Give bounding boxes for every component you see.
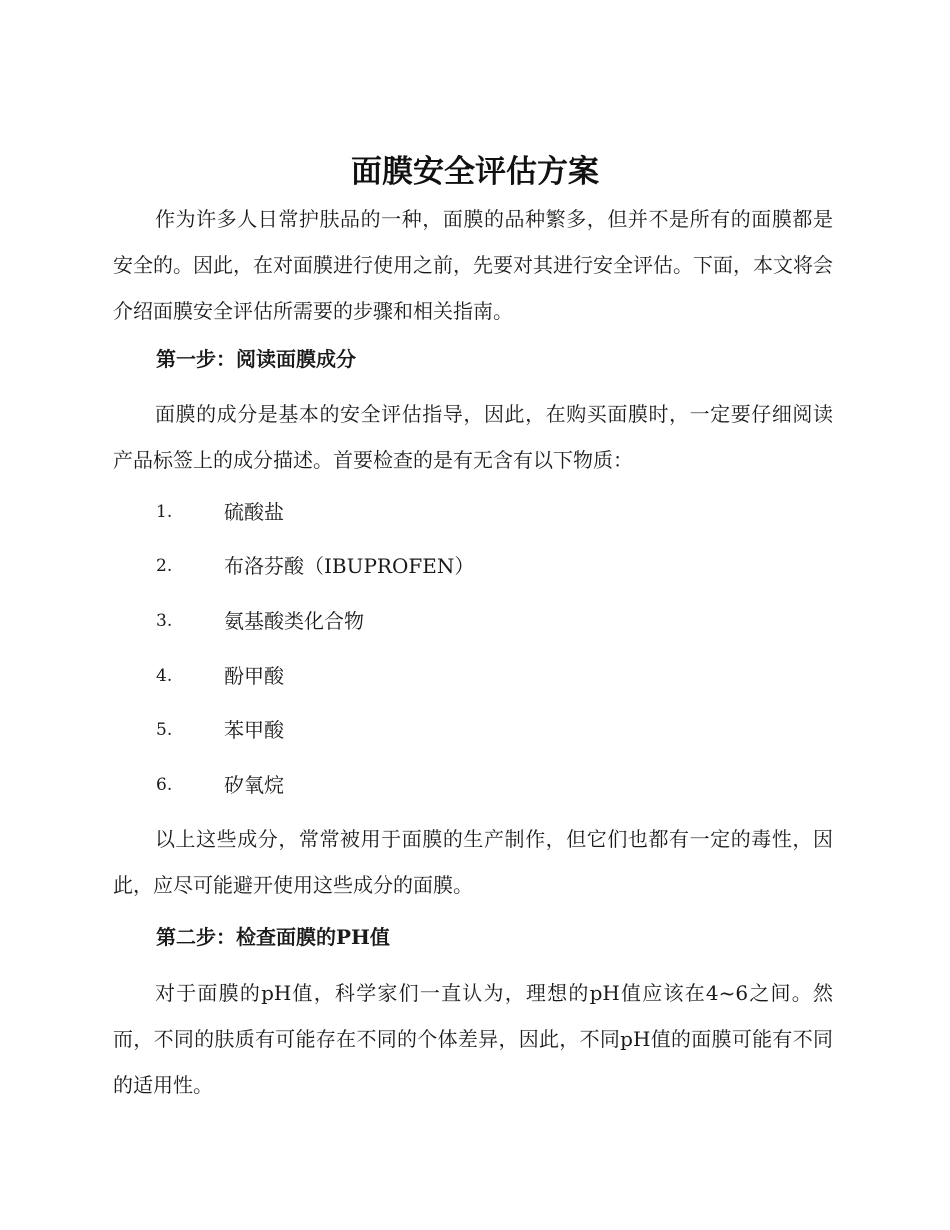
list-text: 氨基酸类化合物 [224, 609, 364, 633]
list-number: 4. [156, 666, 173, 686]
step1-conclusion: 以上这些成分，常常被用于面膜的生产制作，但它们也都有一定的毒性，因此，应尽可能避开使用这些成分的面膜。 [113, 827, 833, 897]
step1-heading: 第一步：阅读面膜成分 [156, 347, 356, 371]
step2-paragraph: 对于面膜的pH值，科学家们一直认为，理想的pH值应该在4~6之间。然而，不同的肤质有可能存在不同的个体差异，因此，不同pH值的面膜可能有不同的适用性。 [113, 981, 833, 1097]
list-number: 2. [156, 556, 173, 576]
list-number: 3. [156, 611, 173, 631]
step1-paragraph: 面膜的成分是基本的安全评估指导，因此，在购买面膜时，一定要仔细阅读产品标签上的成分描述。首要检查的是有无含有以下物质： [113, 402, 833, 472]
list-text: 酚甲酸 [224, 664, 284, 688]
list-text: 布洛芬酸（IBUPROFEN） [224, 554, 475, 578]
list-text: 硫酸盐 [224, 500, 284, 524]
step2-heading: 第二步：检查面膜的PH值 [156, 925, 390, 949]
list-text: 矽氧烷 [224, 773, 284, 797]
list-number: 1. [156, 502, 173, 522]
list-number: 5. [156, 720, 173, 740]
list-text: 苯甲酸 [224, 718, 284, 742]
document-title: 面膜安全评估方案 [351, 154, 599, 190]
intro-paragraph: 作为许多人日常护肤品的一种，面膜的品种繁多，但并不是所有的面膜都是安全的。因此，在对面膜进行使用之前，先要对其进行安全评估。下面，本文将会介绍面膜安全评估所需要的步骤和相关指南。 [113, 207, 833, 323]
list-number: 6. [156, 775, 173, 795]
